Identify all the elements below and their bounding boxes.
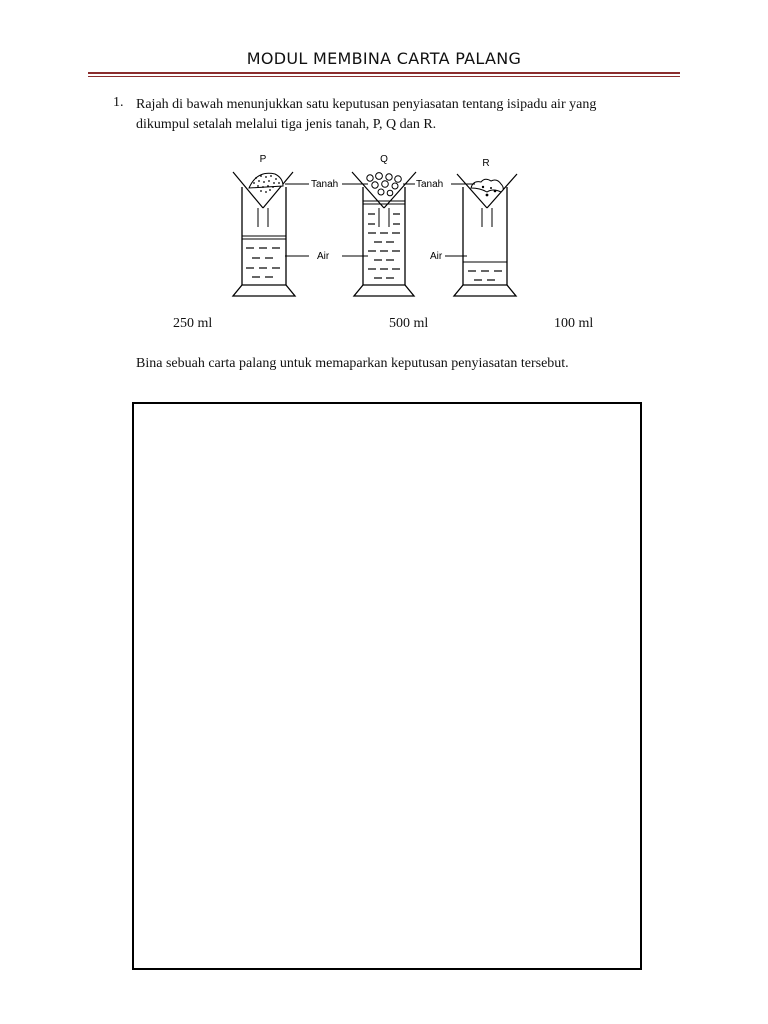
question-line-2: dikumpul setalah melalui tiga jenis tanah, P, Q dan R. bbox=[136, 117, 437, 132]
header-rule bbox=[88, 72, 680, 74]
label-tanah-p: Tanah bbox=[311, 179, 339, 190]
soil-q-pebbles bbox=[367, 173, 402, 196]
header-rule-thin bbox=[88, 76, 680, 77]
page-title: MODUL MEMBINA CARTA PALANG bbox=[246, 49, 522, 68]
instruction-text: Bina sebuah carta palang untuk memaparkan keputusan penyiasatan tersebut. bbox=[136, 356, 569, 371]
water-r-dashes bbox=[468, 271, 502, 280]
water-p-dashes bbox=[246, 248, 280, 277]
cylinder-q bbox=[342, 154, 416, 296]
label-p: P bbox=[259, 154, 267, 165]
water-q-dashes bbox=[368, 214, 400, 278]
label-q: Q bbox=[380, 154, 388, 165]
label-air-r: Air bbox=[430, 251, 443, 262]
label-r: R bbox=[482, 158, 490, 169]
label-air-p: Air bbox=[317, 251, 330, 262]
question-text bbox=[136, 95, 656, 135]
answer-box[interactable] bbox=[132, 402, 642, 970]
label-tanah-r: Tanah bbox=[416, 179, 444, 190]
question-line-1: Rajah di bawah menunjukkan satu keputusan penyiasatan tentang isipadu air yang bbox=[136, 97, 597, 112]
cylinder-r bbox=[416, 158, 517, 296]
question-number: 1. bbox=[113, 95, 124, 110]
cylinder-p bbox=[233, 154, 309, 296]
volume-p: 250 ml bbox=[173, 316, 213, 331]
volume-r: 100 ml bbox=[554, 316, 594, 331]
volume-q: 500 ml bbox=[389, 316, 429, 331]
soil-experiment-diagram bbox=[225, 150, 525, 302]
